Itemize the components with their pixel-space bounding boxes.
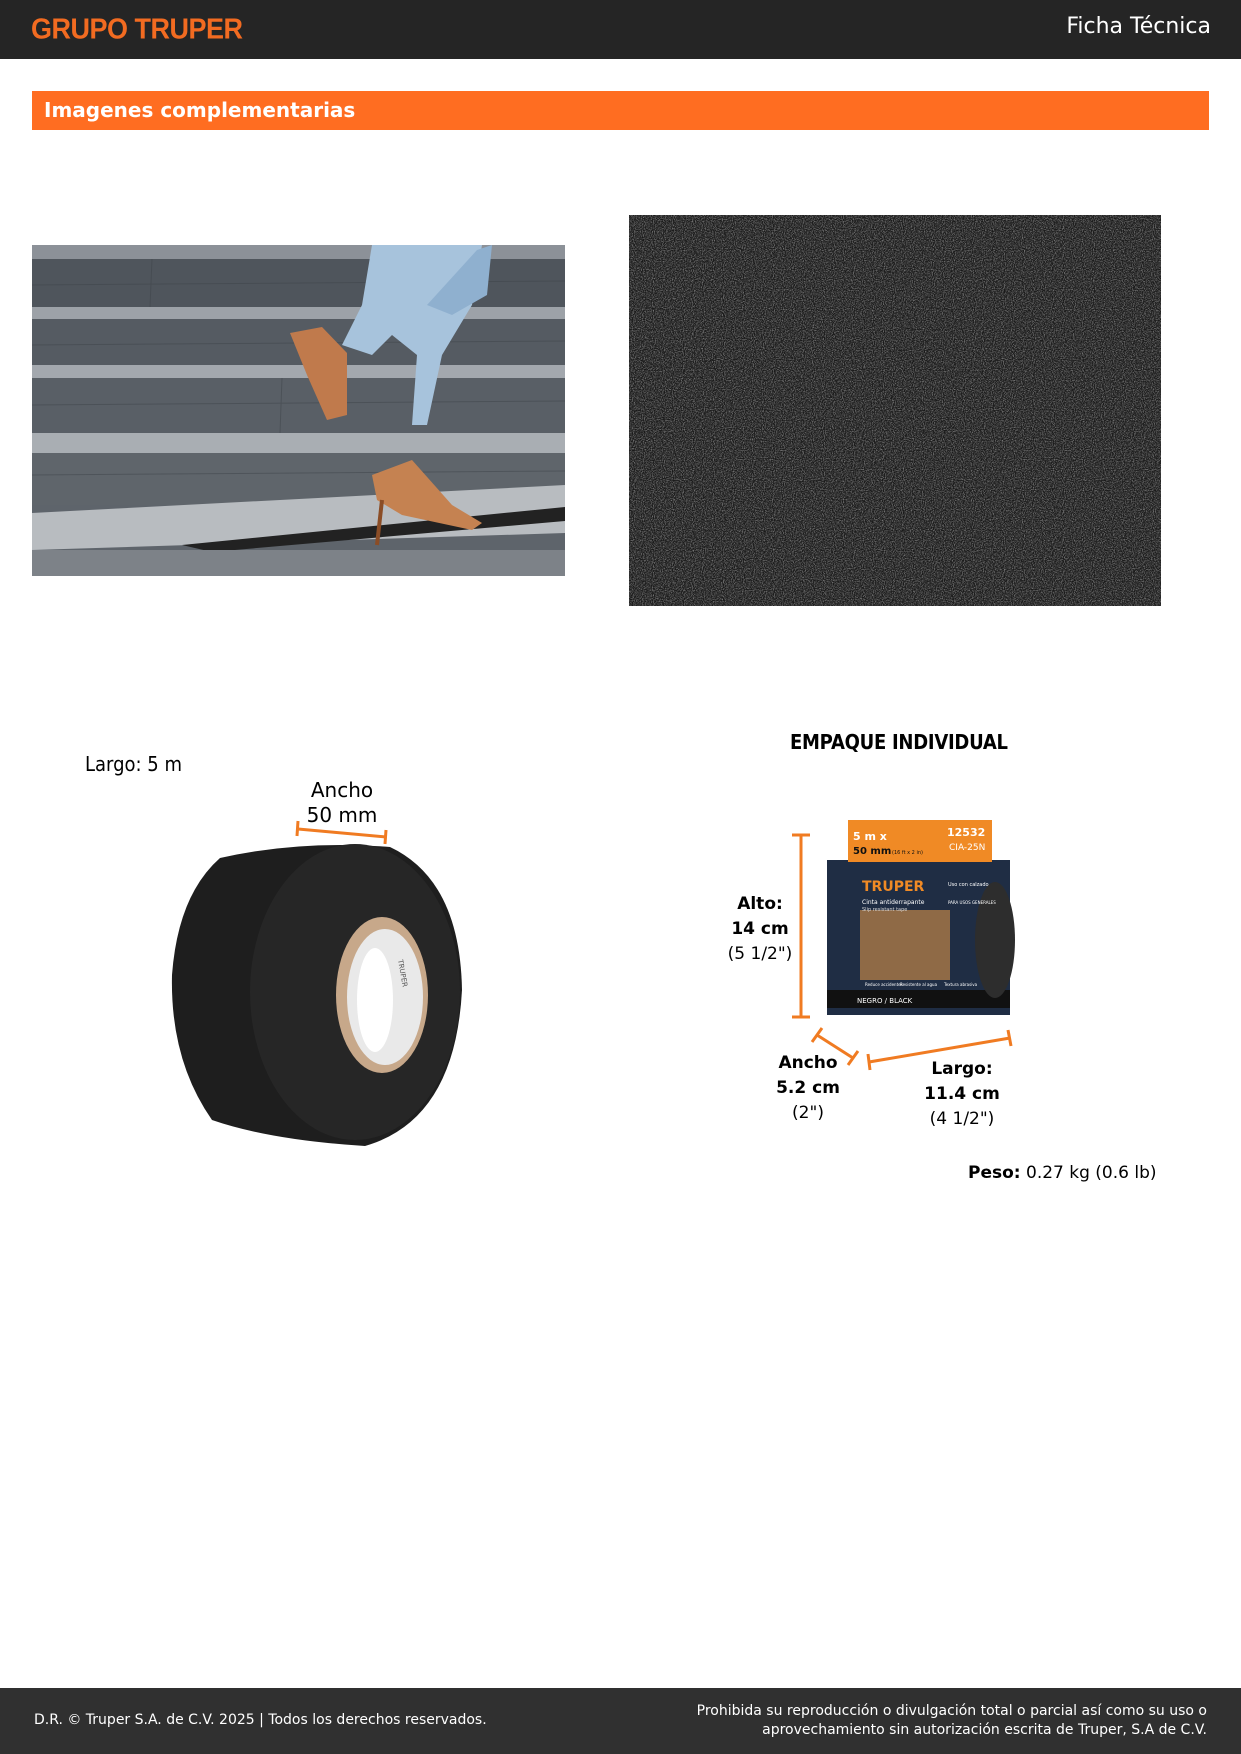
package-width-title: Ancho [778,1053,838,1073]
document-title: Ficha Técnica [1066,14,1211,39]
tape-width-value: 50 mm [306,803,378,827]
package-length-in: (4 1/2") [929,1109,995,1129]
tape-length-label: Largo: 5 m [85,752,182,776]
box-use-text: Uso con calzado [948,882,989,888]
package-length-title: Largo: [931,1059,993,1079]
width-dimension-icon [297,821,386,844]
legal-notice [697,1702,1207,1740]
box-model: CIA-25N [949,843,986,853]
box-product-en: Slip resistant tape [862,907,908,913]
section-banner [32,91,1209,130]
package-weight-label: Peso: [968,1163,1021,1183]
package-length-cm: 11.4 cm [924,1084,1000,1104]
copyright-text: D.R. © Truper S.A. de C.V. 2025 | Todos los derechos reservados. [34,1712,487,1728]
stairs-photo [32,245,565,576]
tape-roll-illustration [150,820,480,1150]
box-size-main: 5 m x [853,830,887,843]
package-height-in: (5 1/2") [727,944,793,964]
box-feature-2: Resistente al agua [900,982,938,987]
box-feature-3: Textura abrasiva [944,982,978,987]
box-product-es: Cinta antiderrapante [862,899,925,906]
legal-notice-line-1: Prohibida su reproducción o divulgación total o parcial así como su uso o [696,1703,1207,1719]
package-title: EMPAQUE INDIVIDUAL [790,730,1008,754]
package-weight [968,1163,1157,1183]
box-use-text2: PARA USOS GENERALES [948,900,996,905]
package-weight-value: 0.27 kg (0.6 lb) [1020,1163,1157,1183]
legal-notice-line-2: aprovechamiento sin autorización escrita de Truper, S.A de C.V. [762,1722,1207,1738]
package-height-label [720,892,800,967]
page-footer [0,1688,1241,1754]
core-brand-text: TRUPER [396,958,409,988]
box-size-small: (16 ft x 2 in) [892,850,923,856]
brand-logo: GRUPO TRUPER [31,13,243,45]
package-width-label [768,1051,848,1126]
texture-photo [629,215,1161,606]
package-width-in: (2") [792,1103,824,1123]
box-brand: TRUPER [862,879,925,895]
box-color-label: NEGRO / BLACK [857,997,913,1005]
box-feature-1: Reduce accidentes [865,982,903,987]
box-code: 12532 [947,826,986,839]
box-size-sub: 50 mm [853,846,892,857]
page-header [0,0,1241,59]
section-title: Imagenes complementarias [44,98,356,122]
package-width-cm: 5.2 cm [776,1078,840,1098]
tape-width-title: Ancho [310,778,374,802]
package-height-title: Alto: [737,894,783,914]
package-length-label [922,1057,1002,1132]
package-height-cm: 14 cm [731,919,789,939]
